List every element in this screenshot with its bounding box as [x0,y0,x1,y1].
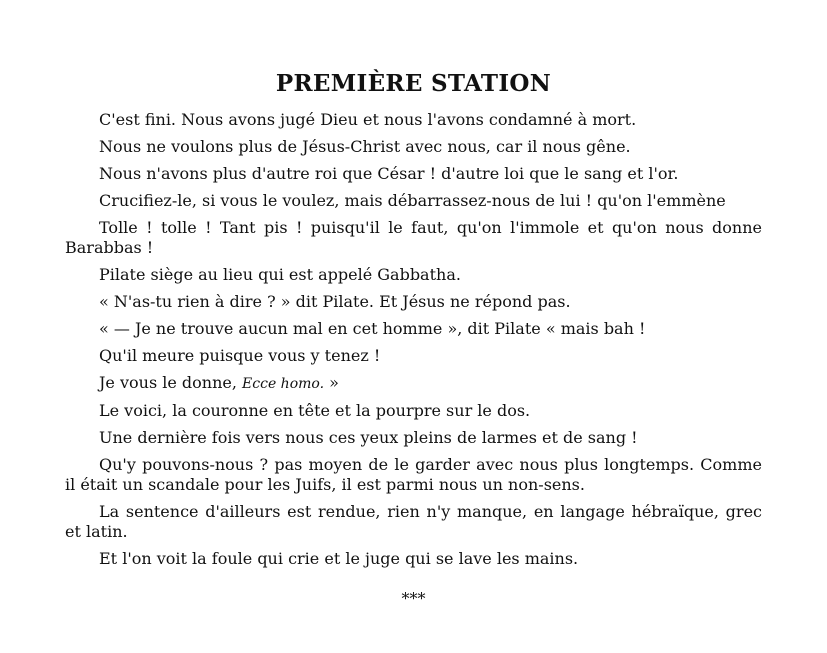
paragraph: Et l'on voit la foule qui crie et le juge qui se lave les mains. [99,549,579,568]
ecce-prefix: Je vous le donne, [99,373,243,392]
document-page [65,68,762,609]
paragraph: Nous n'avons plus d'autre roi que César ! d'autre loi que le sang et l'or. [99,164,679,183]
paragraph: Qu'il meure puisque vous y tenez ! [99,346,381,365]
paragraph: C'est fini. Nous avons jugé Dieu et nous l'avons condamné à mort. [99,110,637,129]
ecce-emphasis: Ecce homo. [242,376,325,392]
ecce-suffix: » [324,373,339,392]
paragraph-ecce-homo [65,373,762,394]
paragraph: Tolle ! tolle ! Tant pis ! puisqu'il le faut, qu'on l'immole et qu'on nous donne Barabbas ! [65,218,762,257]
paragraph: Une dernière fois vers nous ces yeux pleins de larmes et de sang ! [99,428,638,447]
paragraph: Qu'y pouvons-nous ? pas moyen de le garder avec nous plus longtemps. Comme il était un scandale pour les Juifs, il est parmi nous un non-sens. [65,455,762,494]
paragraph: « — Je ne trouve aucun mal en cet homme », dit Pilate « mais bah ! [99,319,646,338]
paragraph: Pilate siège au lieu qui est appelé Gabbatha. [99,265,461,284]
page-title: PREMIÈRE STATION [275,70,552,97]
paragraph: « N'as-tu rien à dire ? » dit Pilate. Et Jésus ne répond pas. [99,292,571,311]
paragraph: Nous ne voulons plus de Jésus-Christ avec nous, car il nous gêne. [99,137,631,156]
paragraph: La sentence d'ailleurs est rendue, rien n'y manque, en langage hébraïque, grec et latin. [65,502,762,541]
paragraph: Le voici, la couronne en tête et la pourpre sur le dos. [99,401,531,420]
section-separator: *** [401,589,426,608]
paragraph: Crucifiez-le, si vous le voulez, mais débarrassez-nous de lui ! qu'on l'emmène [99,191,726,210]
